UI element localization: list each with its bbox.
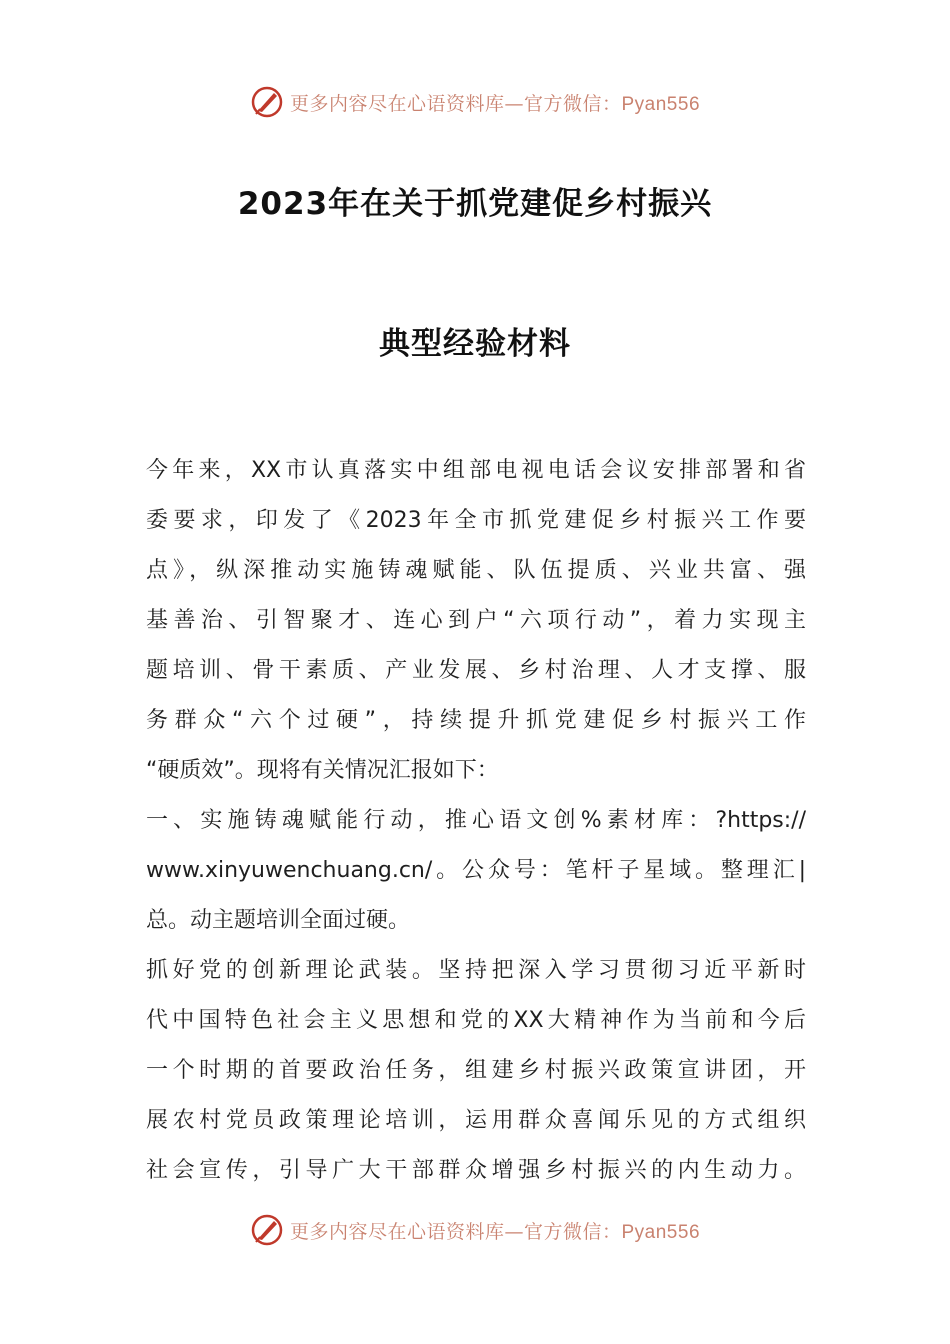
text-line: 总。动主题培训全面过硬。 [146,908,411,933]
text-line: “硬质效”。现将有关情况汇报如下： [146,758,499,783]
paragraph-theory [146,946,806,1196]
quill-pen-logo-icon [250,1213,284,1247]
text-line: 抓好党的创新理论武装。坚持把深入学习贯彻习近平新时 [146,958,806,983]
text-line: 一、实施铸魂赋能行动，推心语文创%素材库：?https:// [146,808,806,833]
text-line: 展农村党员政策理论培训，运用群众喜闻乐见的方式组织 [146,1108,806,1133]
paragraph-intro [146,446,806,796]
text-line: 社会宣传，引导广大干部群众增强乡村振兴的内生动力。 [146,1158,806,1183]
quill-pen-logo-icon [250,85,284,119]
text-line: 题培训、骨干素质、产业发展、乡村治理、人才支撑、服 [146,658,806,683]
text-line: 基善治、引智聚才、连心到户“六项行动”，着力实现主 [146,608,806,633]
text-line: 委要求，印发了《2023年全市抓党建促乡村振兴工作要 [146,508,806,533]
document-title-line2: 典型经验材料 [379,326,571,362]
text-line: 一个时期的首要政治任务，组建乡村振兴政策宣讲团，开 [146,1058,806,1083]
text-line: 代中国特色社会主义思想和党的XX大精神作为当前和今后 [146,1008,806,1033]
text-line: 点》，纵深推动实施铸魂赋能、队伍提质、兴业共富、强 [146,558,806,583]
text-line: 务群众“六个过硬”，持续提升抓党建促乡村振兴工作 [146,708,806,733]
text-line: 今年来，XX市认真落实中组部电视电话会议安排部署和省 [146,458,806,483]
document-title-line1: 2023年在关于抓党建促乡村振兴 [237,186,713,222]
document-body [146,446,806,1196]
watermark-text: 更多内容尽在心语资料库—官方微信：Pyan556 [289,1220,701,1243]
text-line: www.xinyuwenchuang.cn/。公众号：笔杆子星域。整理汇| [146,858,806,883]
watermark-text: 更多内容尽在心语资料库—官方微信：Pyan556 [289,92,701,115]
watermark-banner-top [0,82,950,122]
watermark-banner-bottom [0,1210,950,1250]
paragraph-section-one [146,796,806,946]
